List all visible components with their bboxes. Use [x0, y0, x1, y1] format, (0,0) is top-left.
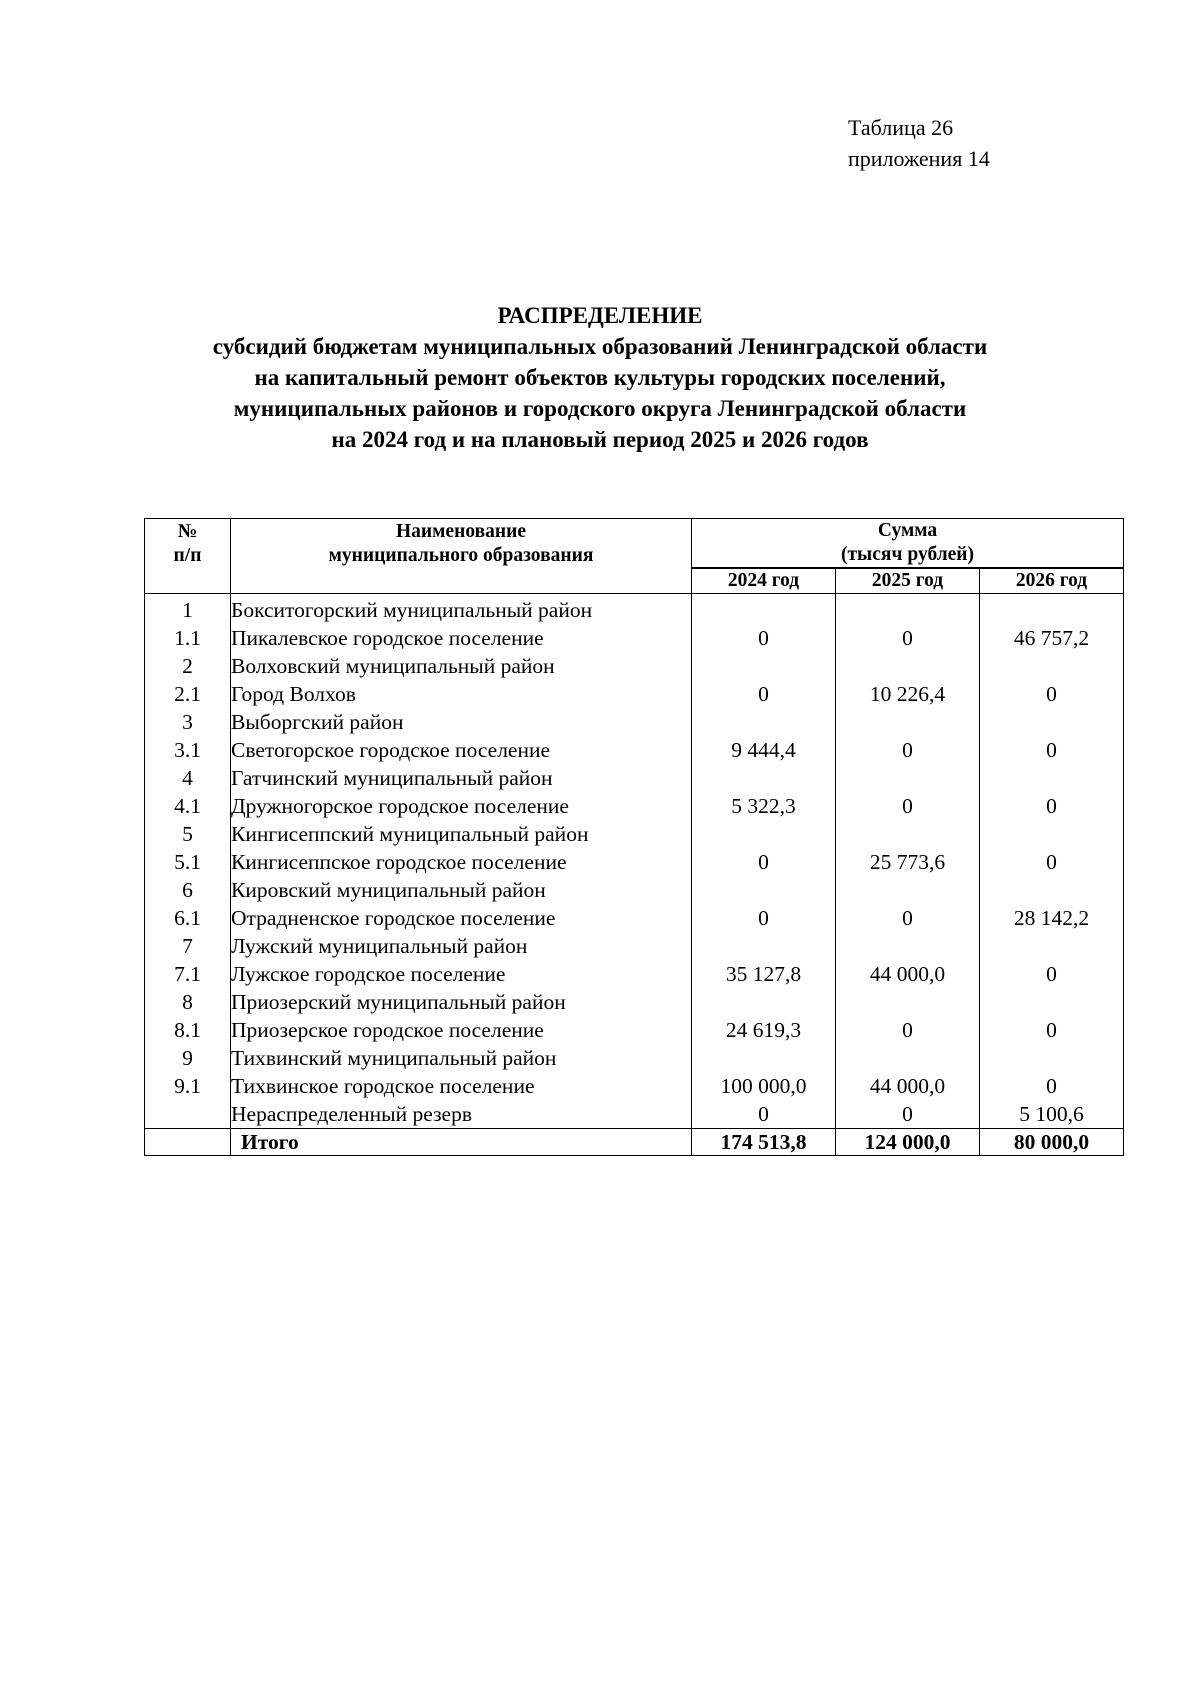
row-value-2025: 0 [836, 1100, 980, 1129]
row-value-2024 [692, 764, 836, 792]
row-value-2026 [980, 652, 1124, 680]
total-value-2025: 124 000,0 [836, 1129, 980, 1156]
row-value-2026: 0 [980, 960, 1124, 988]
row-value-2025: 0 [836, 904, 980, 932]
row-value-2024: 5 322,3 [692, 792, 836, 820]
row-name: Тихвинский муниципальный район [231, 1044, 692, 1072]
header-name-line-1: Наименование [396, 521, 526, 542]
row-name: Светогорское городское поселение [231, 736, 692, 764]
row-number: 8 [145, 988, 231, 1016]
row-number: 7 [145, 932, 231, 960]
row-name: Нераспределенный резерв [231, 1100, 692, 1129]
row-number: 6.1 [145, 904, 231, 932]
table-row [145, 848, 1124, 876]
row-value-2024 [692, 594, 836, 625]
table-number: Таблица 26 [848, 115, 954, 140]
row-value-2024: 0 [692, 848, 836, 876]
header-number-label: № п/п [173, 521, 202, 566]
table-row [145, 624, 1124, 652]
row-number: 6 [145, 876, 231, 904]
row-value-2025 [836, 932, 980, 960]
row-value-2025 [836, 1044, 980, 1072]
table-body [145, 594, 1124, 1156]
row-value-2026 [980, 594, 1124, 625]
row-number: 1.1 [145, 624, 231, 652]
header-sum-line-2: (тысяч рублей) [692, 543, 1123, 568]
row-value-2026 [980, 932, 1124, 960]
row-name: Город Волхов [231, 680, 692, 708]
row-value-2025: 0 [836, 736, 980, 764]
total-row [145, 1129, 1124, 1156]
row-name: Приозерское городское поселение [231, 1016, 692, 1044]
row-value-2025: 44 000,0 [836, 960, 980, 988]
header-number [145, 519, 231, 594]
header-year-2026: 2026 год [980, 569, 1124, 594]
table-row [145, 960, 1124, 988]
header-name [231, 519, 692, 594]
row-name: Гатчинский муниципальный район [231, 764, 692, 792]
table-row [145, 792, 1124, 820]
row-value-2026: 0 [980, 848, 1124, 876]
header-sum-line-1: Сумма [877, 520, 938, 541]
table-row [145, 904, 1124, 932]
table-row [145, 1016, 1124, 1044]
row-value-2025 [836, 876, 980, 904]
row-value-2026: 46 757,2 [980, 624, 1124, 652]
row-number [145, 1100, 231, 1129]
row-value-2025: 0 [836, 1016, 980, 1044]
row-name: Тихвинское городское поселение [231, 1072, 692, 1100]
row-value-2024: 9 444,4 [692, 736, 836, 764]
row-value-2024: 0 [692, 680, 836, 708]
row-number: 9.1 [145, 1072, 231, 1100]
table-row [145, 1100, 1124, 1129]
row-value-2025 [836, 988, 980, 1016]
row-name: Отрадненское городское поселение [231, 904, 692, 932]
row-value-2026 [980, 988, 1124, 1016]
row-value-2025: 0 [836, 792, 980, 820]
row-value-2026: 0 [980, 736, 1124, 764]
row-value-2024 [692, 652, 836, 680]
table-row [145, 876, 1124, 904]
header-year-2024: 2024 год [692, 569, 836, 594]
row-value-2026 [980, 820, 1124, 848]
row-value-2026 [980, 708, 1124, 736]
title-line-2: субсидий бюджетам муниципальных образований Ленинградской области [212, 334, 988, 359]
table-reference [848, 112, 990, 174]
header-name-line-2: муниципального образования [328, 545, 594, 566]
table-row [145, 652, 1124, 680]
row-value-2024: 0 [692, 624, 836, 652]
title-line-1: РАСПРЕДЕЛЕНИЕ [497, 303, 703, 328]
row-value-2025 [836, 652, 980, 680]
row-number: 4 [145, 764, 231, 792]
row-value-2025 [836, 594, 980, 625]
row-value-2024: 35 127,8 [692, 960, 836, 988]
row-value-2024: 0 [692, 1100, 836, 1129]
row-value-2026: 0 [980, 1016, 1124, 1044]
row-value-2026: 0 [980, 792, 1124, 820]
row-name: Лужский муниципальный район [231, 932, 692, 960]
row-number: 4.1 [145, 792, 231, 820]
document-title [0, 300, 1200, 455]
table-row [145, 708, 1124, 736]
row-value-2024: 0 [692, 904, 836, 932]
title-line-4: муниципальных районов и городского округа Ленинградской области [233, 396, 967, 421]
row-number: 5.1 [145, 848, 231, 876]
table-row [145, 988, 1124, 1016]
distribution-table [144, 518, 1124, 1156]
row-value-2026: 0 [980, 1072, 1124, 1100]
table-row [145, 680, 1124, 708]
row-name: Кировский муниципальный район [231, 876, 692, 904]
total-number [145, 1129, 231, 1156]
total-value-2026: 80 000,0 [980, 1129, 1124, 1156]
row-number: 5 [145, 820, 231, 848]
total-value-2024: 174 513,8 [692, 1129, 836, 1156]
row-value-2024 [692, 820, 836, 848]
row-value-2026 [980, 876, 1124, 904]
row-value-2025 [836, 708, 980, 736]
row-value-2026: 0 [980, 680, 1124, 708]
header-year-2025: 2025 год [836, 569, 980, 594]
table-row [145, 1044, 1124, 1072]
appendix-number: приложения 14 [848, 146, 990, 171]
row-value-2025 [836, 820, 980, 848]
row-value-2024: 24 619,3 [692, 1016, 836, 1044]
row-value-2024 [692, 876, 836, 904]
row-name: Пикалевское городское поселение [231, 624, 692, 652]
table-row [145, 820, 1124, 848]
title-line-3: на капитальный ремонт объектов культуры городских поселений, [254, 365, 946, 390]
row-name: Кингисеппское городское поселение [231, 848, 692, 876]
row-name: Лужское городское поселение [231, 960, 692, 988]
row-number: 3 [145, 708, 231, 736]
table-row [145, 1072, 1124, 1100]
table-row [145, 736, 1124, 764]
row-number: 8.1 [145, 1016, 231, 1044]
row-value-2024 [692, 988, 836, 1016]
row-value-2026: 28 142,2 [980, 904, 1124, 932]
row-value-2025: 44 000,0 [836, 1072, 980, 1100]
row-value-2025: 10 226,4 [836, 680, 980, 708]
row-number: 7.1 [145, 960, 231, 988]
row-value-2026 [980, 764, 1124, 792]
header-sum [692, 519, 1124, 569]
row-value-2024 [692, 1044, 836, 1072]
row-value-2025: 0 [836, 624, 980, 652]
row-value-2026: 5 100,6 [980, 1100, 1124, 1129]
row-name: Выборгский район [231, 708, 692, 736]
row-number: 3.1 [145, 736, 231, 764]
total-label: Итого [231, 1129, 692, 1156]
row-name: Кингисеппский муниципальный район [231, 820, 692, 848]
row-number: 9 [145, 1044, 231, 1072]
table-row [145, 764, 1124, 792]
row-name: Волховский муниципальный район [231, 652, 692, 680]
row-value-2025: 25 773,6 [836, 848, 980, 876]
table-row [145, 932, 1124, 960]
row-value-2024 [692, 932, 836, 960]
row-value-2024: 100 000,0 [692, 1072, 836, 1100]
row-number: 2 [145, 652, 231, 680]
row-name: Бокситогорский муниципальный район [231, 594, 692, 625]
row-number: 1 [145, 594, 231, 625]
row-value-2024 [692, 708, 836, 736]
row-value-2025 [836, 764, 980, 792]
row-value-2026 [980, 1044, 1124, 1072]
title-line-5: на 2024 год и на плановый период 2025 и 2026 годов [331, 427, 869, 452]
row-name: Приозерский муниципальный район [231, 988, 692, 1016]
row-number: 2.1 [145, 680, 231, 708]
table-row [145, 594, 1124, 625]
row-name: Дружногорское городское поселение [231, 792, 692, 820]
